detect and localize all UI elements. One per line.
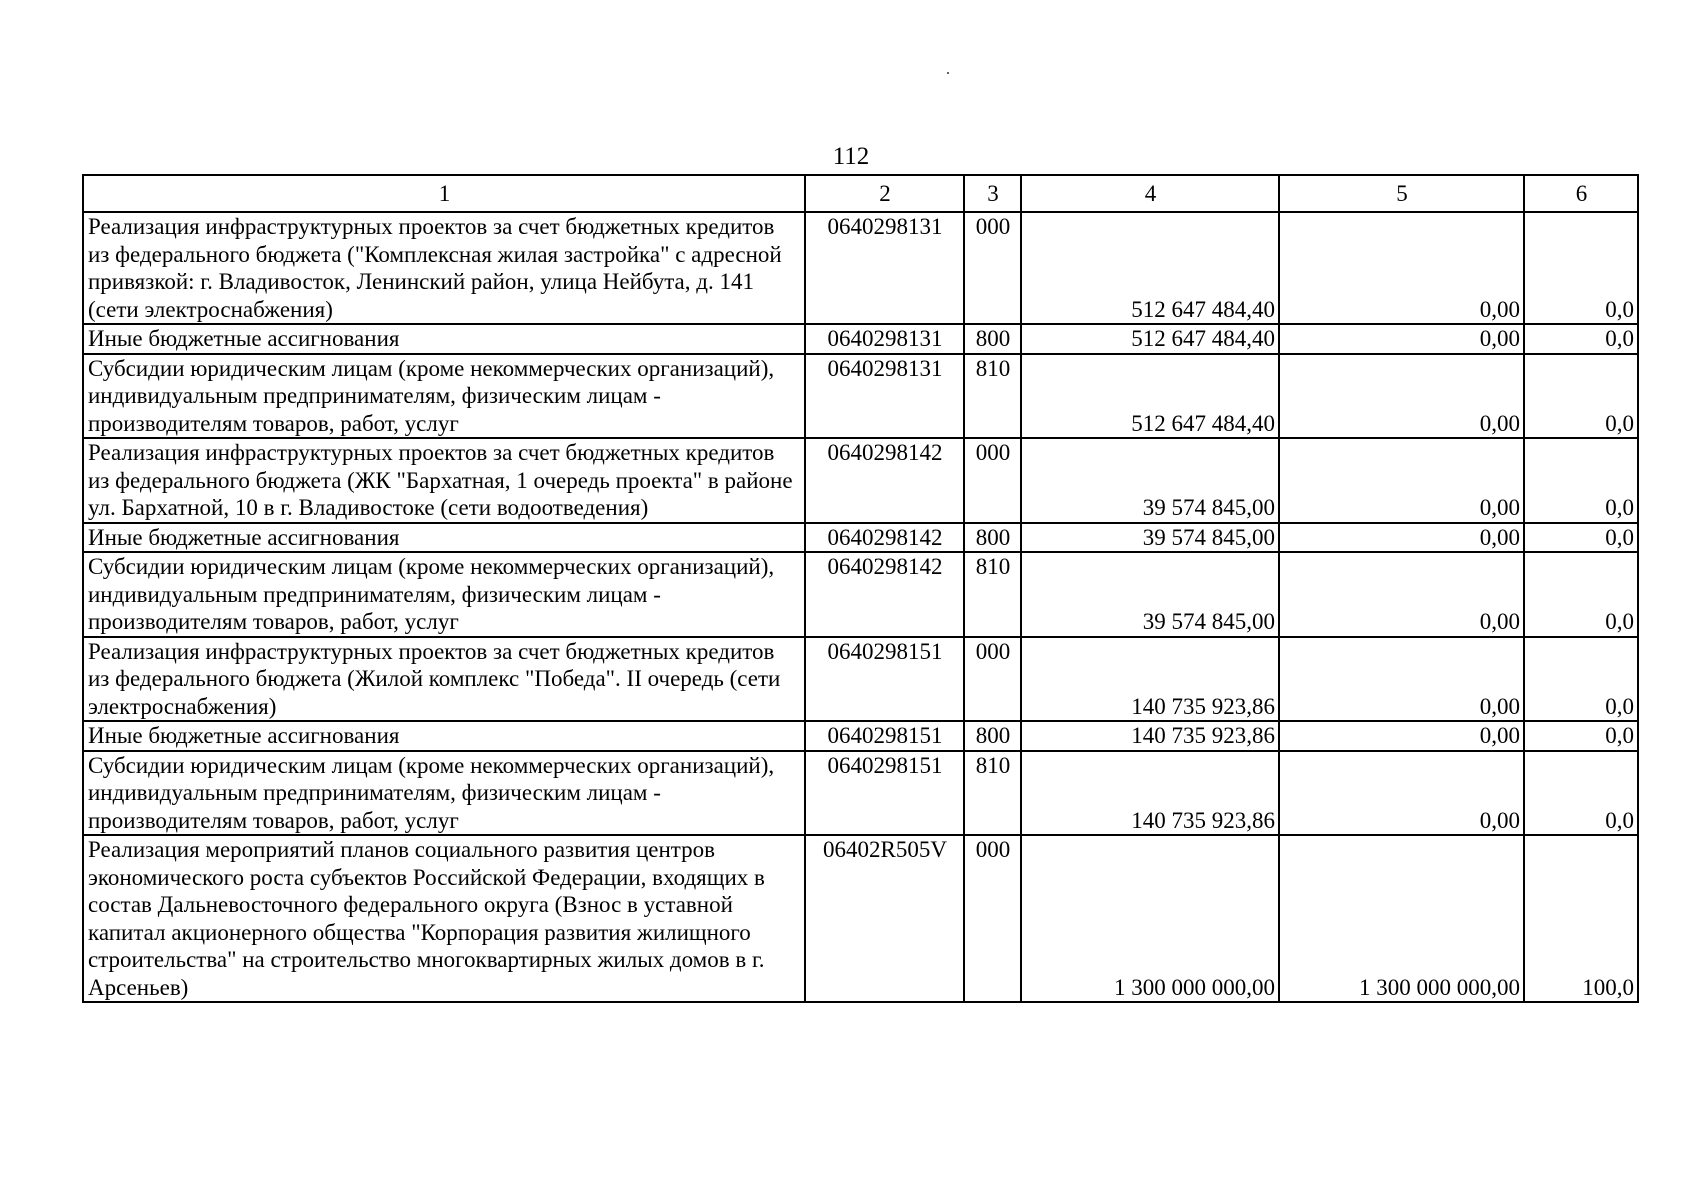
cell-target-code: 0640298151 bbox=[805, 637, 964, 722]
cell-executed-amount: 0,00 bbox=[1279, 523, 1524, 553]
cell-plan-amount: 39 574 845,00 bbox=[1021, 438, 1279, 523]
cell-percent: 0,0 bbox=[1524, 354, 1638, 439]
column-header: 2 bbox=[805, 175, 964, 212]
budget-table bbox=[82, 174, 1639, 1003]
cell-name: Реализация мероприятий планов социального развития центров экономического роста субъектов Российской Федерации, входящих в состав Дальневосточного федерального округа (Взнос в уставной капитал акционерного общества "Корпорация развития жилищного строительства" на строительство многоквартирных жилых домов в г. Арсеньев) bbox=[83, 835, 805, 1002]
cell-executed-amount: 0,00 bbox=[1279, 637, 1524, 722]
table-row bbox=[83, 721, 1638, 751]
cell-executed-amount: 0,00 bbox=[1279, 324, 1524, 354]
cell-target-code: 0640298142 bbox=[805, 438, 964, 523]
cell-percent: 0,0 bbox=[1524, 523, 1638, 553]
cell-name: Иные бюджетные ассигнования bbox=[83, 721, 805, 751]
cell-executed-amount: 0,00 bbox=[1279, 751, 1524, 836]
cell-name: Субсидии юридическим лицам (кроме некоммерческих организаций), индивидуальным предпринимателям, физическим лицам - производителям товаров, работ, услуг bbox=[83, 552, 805, 637]
cell-target-code: 06402R505V bbox=[805, 835, 964, 1002]
cell-executed-amount: 1 300 000 000,00 bbox=[1279, 835, 1524, 1002]
page-number: 112 bbox=[832, 143, 870, 170]
column-header: 5 bbox=[1279, 175, 1524, 212]
cell-target-code: 0640298142 bbox=[805, 523, 964, 553]
cell-executed-amount: 0,00 bbox=[1279, 721, 1524, 751]
table-row bbox=[83, 523, 1638, 553]
cell-target-code: 0640298151 bbox=[805, 721, 964, 751]
column-header: 1 bbox=[83, 175, 805, 212]
cell-name: Субсидии юридическим лицам (кроме некоммерческих организаций), индивидуальным предпринимателям, физическим лицам - производителям товаров, работ, услуг bbox=[83, 354, 805, 439]
cell-percent: 0,0 bbox=[1524, 751, 1638, 836]
cell-percent: 0,0 bbox=[1524, 212, 1638, 324]
cell-name: Иные бюджетные ассигнования bbox=[83, 324, 805, 354]
table-header-row bbox=[83, 175, 1638, 212]
cell-executed-amount: 0,00 bbox=[1279, 354, 1524, 439]
cell-percent: 0,0 bbox=[1524, 438, 1638, 523]
cell-expense-type: 800 bbox=[964, 324, 1021, 354]
cell-executed-amount: 0,00 bbox=[1279, 552, 1524, 637]
cell-plan-amount: 512 647 484,40 bbox=[1021, 324, 1279, 354]
cell-expense-type: 000 bbox=[964, 212, 1021, 324]
table-row bbox=[83, 552, 1638, 637]
cell-name: Иные бюджетные ассигнования bbox=[83, 523, 805, 553]
scan-speck bbox=[947, 72, 949, 74]
cell-plan-amount: 39 574 845,00 bbox=[1021, 552, 1279, 637]
cell-plan-amount: 140 735 923,86 bbox=[1021, 751, 1279, 836]
cell-expense-type: 810 bbox=[964, 354, 1021, 439]
cell-executed-amount: 0,00 bbox=[1279, 438, 1524, 523]
column-header: 6 bbox=[1524, 175, 1638, 212]
cell-executed-amount: 0,00 bbox=[1279, 212, 1524, 324]
cell-percent: 0,0 bbox=[1524, 324, 1638, 354]
cell-target-code: 0640298131 bbox=[805, 324, 964, 354]
column-header: 3 bbox=[964, 175, 1021, 212]
cell-plan-amount: 1 300 000 000,00 bbox=[1021, 835, 1279, 1002]
table-row bbox=[83, 324, 1638, 354]
cell-name: Реализация инфраструктурных проектов за счет бюджетных кредитов из федерального бюджета (Жилой комплекс "Победа". II очередь (сети электроснабжения) bbox=[83, 637, 805, 722]
table-row bbox=[83, 438, 1638, 523]
cell-plan-amount: 140 735 923,86 bbox=[1021, 721, 1279, 751]
cell-target-code: 0640298131 bbox=[805, 212, 964, 324]
cell-expense-type: 810 bbox=[964, 552, 1021, 637]
cell-target-code: 0640298151 bbox=[805, 751, 964, 836]
cell-percent: 0,0 bbox=[1524, 637, 1638, 722]
cell-name: Субсидии юридическим лицам (кроме некоммерческих организаций), индивидуальным предпринимателям, физическим лицам - производителям товаров, работ, услуг bbox=[83, 751, 805, 836]
table-row bbox=[83, 751, 1638, 836]
cell-target-code: 0640298131 bbox=[805, 354, 964, 439]
cell-plan-amount: 512 647 484,40 bbox=[1021, 354, 1279, 439]
cell-target-code: 0640298142 bbox=[805, 552, 964, 637]
table-row bbox=[83, 212, 1638, 324]
cell-percent: 0,0 bbox=[1524, 721, 1638, 751]
column-header: 4 bbox=[1021, 175, 1279, 212]
cell-plan-amount: 512 647 484,40 bbox=[1021, 212, 1279, 324]
cell-expense-type: 000 bbox=[964, 835, 1021, 1002]
table-row bbox=[83, 637, 1638, 722]
cell-plan-amount: 140 735 923,86 bbox=[1021, 637, 1279, 722]
cell-expense-type: 800 bbox=[964, 523, 1021, 553]
cell-percent: 100,0 bbox=[1524, 835, 1638, 1002]
cell-name: Реализация инфраструктурных проектов за счет бюджетных кредитов из федерального бюджета (ЖК "Бархатная, 1 очередь проекта" в районе ул. Бархатной, 10 в г. Владивостоке (сети водоотведения) bbox=[83, 438, 805, 523]
cell-expense-type: 000 bbox=[964, 438, 1021, 523]
cell-percent: 0,0 bbox=[1524, 552, 1638, 637]
cell-expense-type: 800 bbox=[964, 721, 1021, 751]
cell-name: Реализация инфраструктурных проектов за счет бюджетных кредитов из федерального бюджета ("Комплексная жилая застройка" с адресной привязкой: г. Владивосток, Ленинский район, улица Нейбута, д. 141 (сети электроснабжения) bbox=[83, 212, 805, 324]
cell-expense-type: 000 bbox=[964, 637, 1021, 722]
table-row bbox=[83, 835, 1638, 1002]
table-row bbox=[83, 354, 1638, 439]
cell-plan-amount: 39 574 845,00 bbox=[1021, 523, 1279, 553]
cell-expense-type: 810 bbox=[964, 751, 1021, 836]
